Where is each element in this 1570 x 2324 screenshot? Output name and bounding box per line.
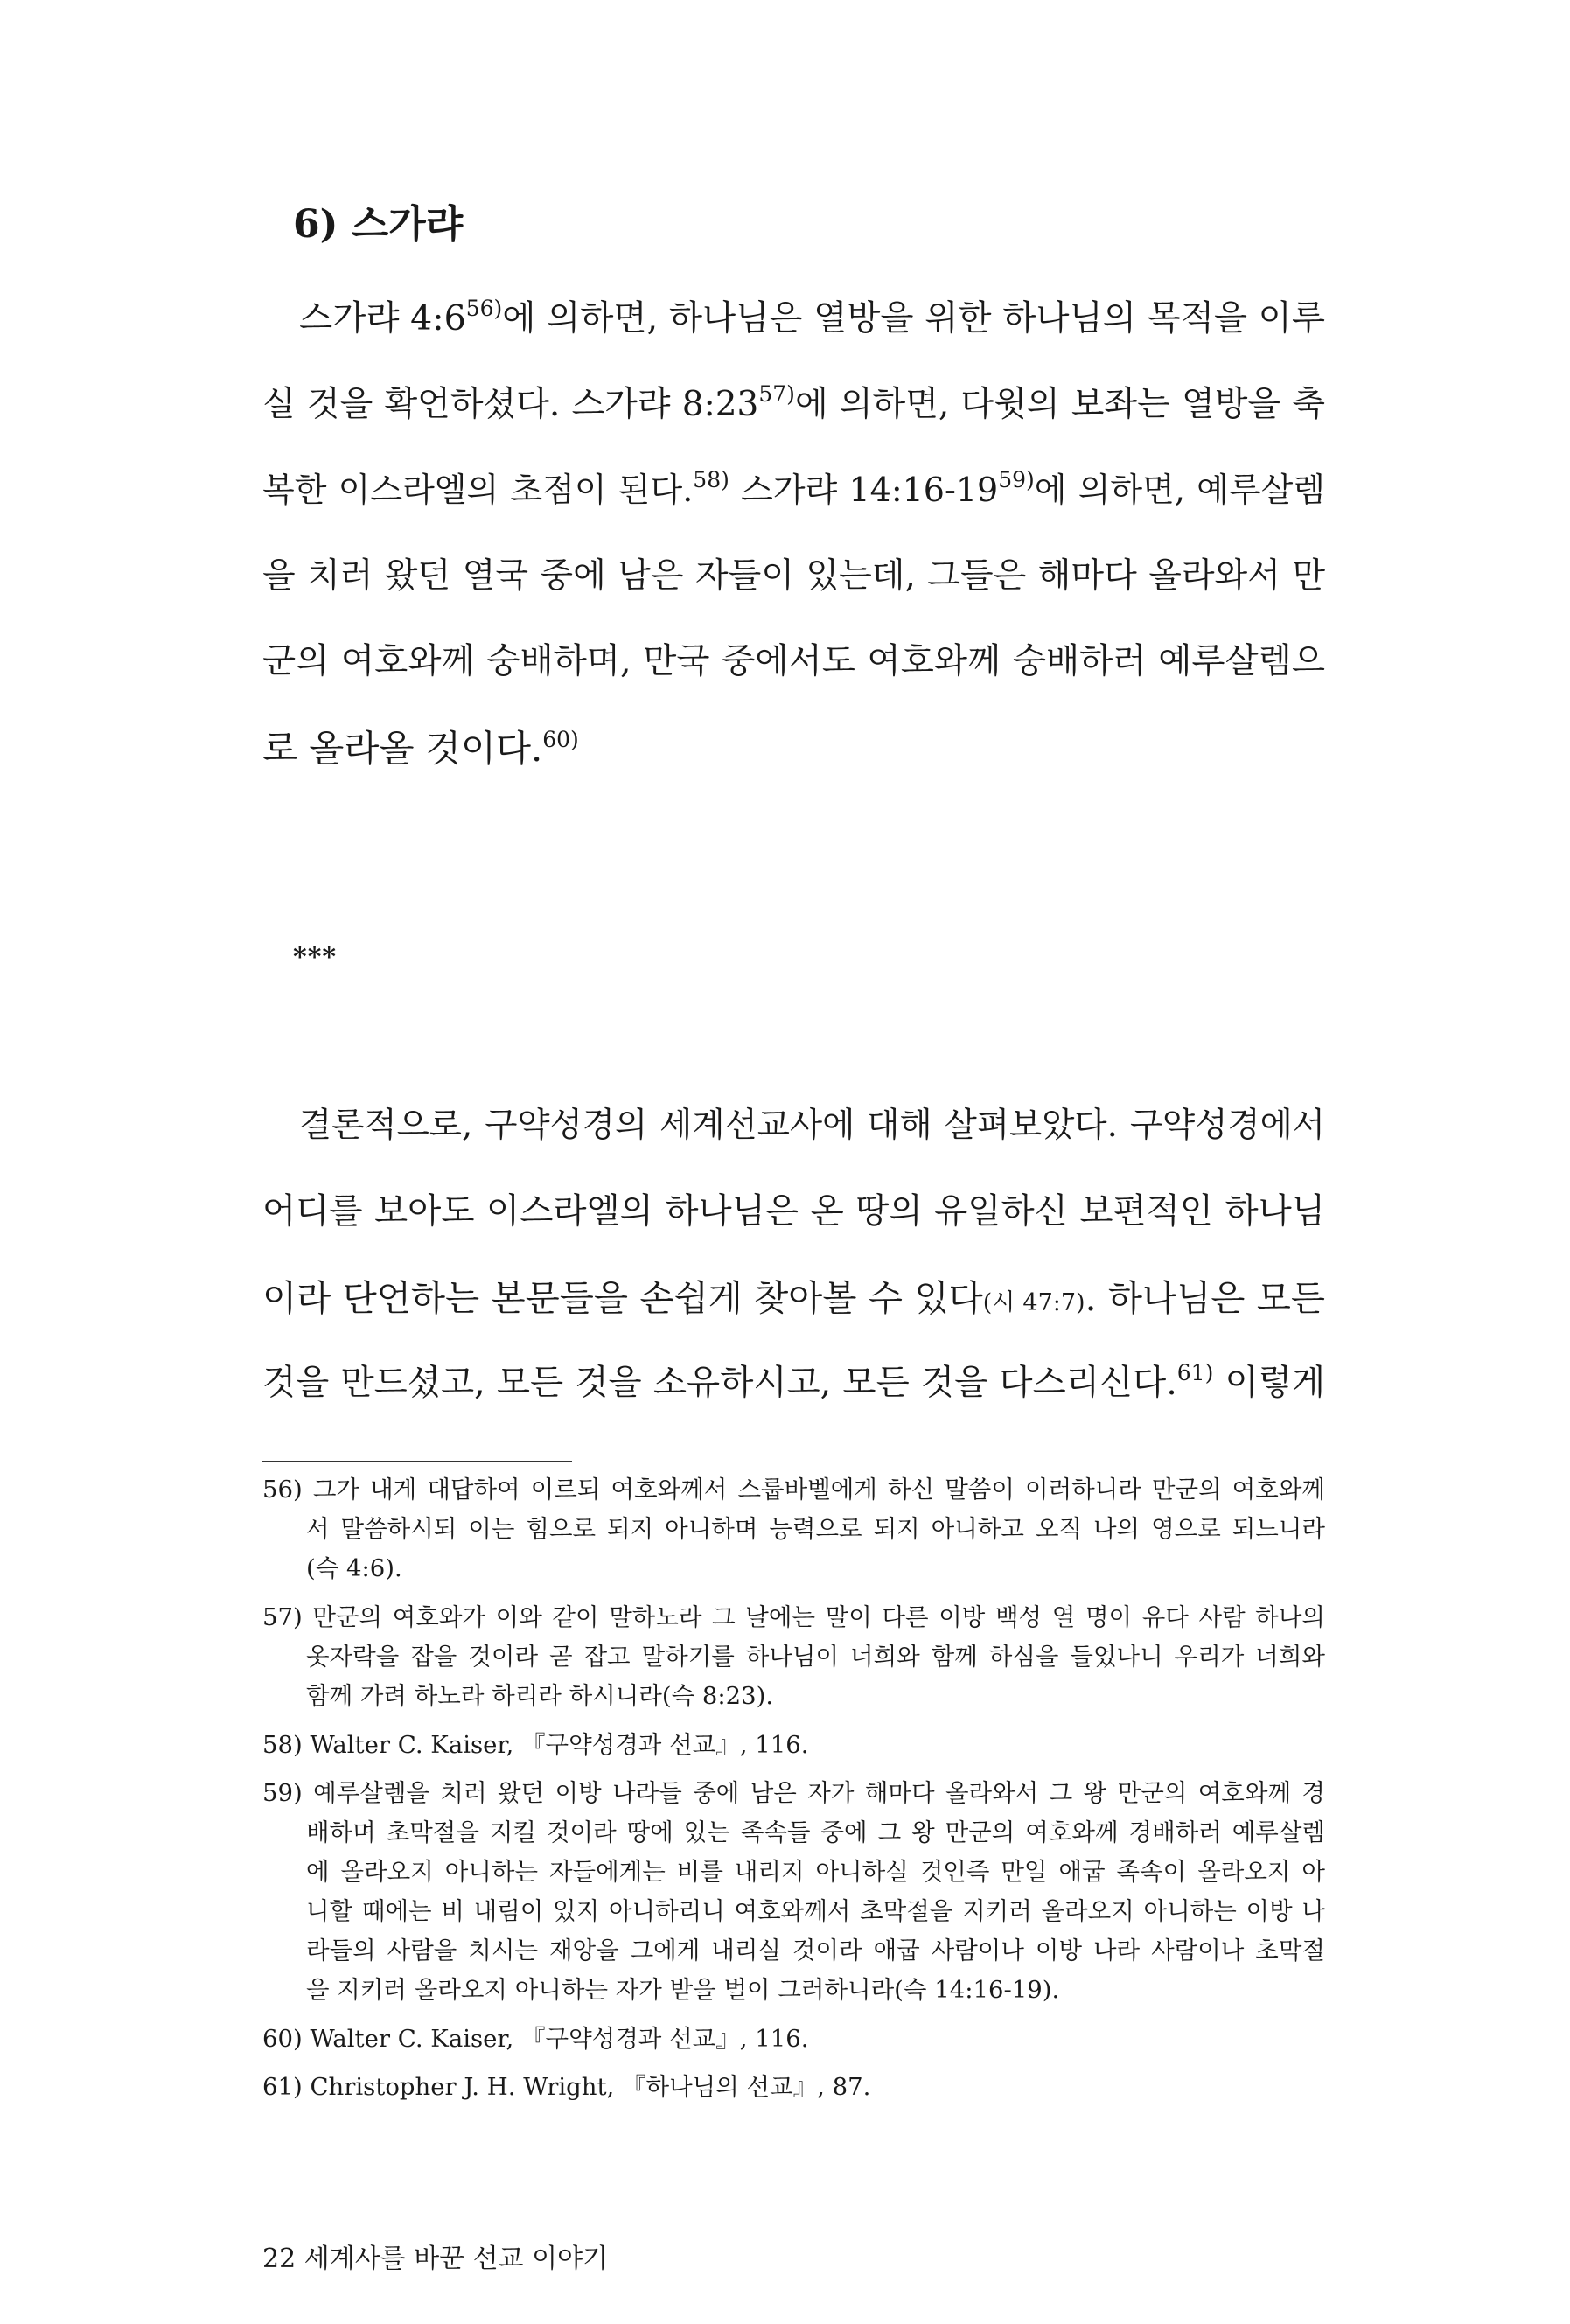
- footnote-line: 을 지키러 올라오지 아니하는 자가 받을 벌이 그러하니라(슥 14:16-19).: [306, 1976, 1060, 2004]
- footnote-line: 60) Walter C. Kaiser, 『구약성경과 선교』, 116.: [262, 2025, 809, 2053]
- body-line: 군의 여호와께 숭배하며, 만국 중에서도 여호와께 숭배하러 예루살렘으: [262, 641, 1325, 681]
- footnote-number: 56): [262, 1476, 303, 1504]
- footnote-line: 58) Walter C. Kaiser, 『구약성경과 선교』, 116.: [262, 1731, 809, 1759]
- footnote-divider: [262, 1461, 572, 1462]
- footnote-number: 57): [262, 1603, 303, 1631]
- footnote-ref: 57): [758, 381, 795, 407]
- footnote-ref: 60): [542, 727, 579, 752]
- body-line: 로 올라올 것이다.$^{60)}$: [262, 727, 579, 770]
- footnote-line: 니할 때에는 비 내림이 있지 아니하리니 여호와께서 초막절을 지키러 올라오지 아니하는 이방 나: [306, 1897, 1325, 1925]
- footnote-number: 59): [262, 1779, 303, 1807]
- footnote-line: 59) 예루살렘을 치러 왔던 이방 나라들 중에 남은 자가 해마다 올라와서 그 왕 만군의 여호와께 경: [262, 1779, 1325, 1807]
- footnote-line: 57) 만군의 여호와가 이와 같이 말하노라 그 날에는 말이 다른 이방 백성 열 명이 유다 사람 하나의: [262, 1603, 1325, 1631]
- footnote-ref: 61): [1176, 1360, 1214, 1385]
- section-heading: 6) 스가랴: [293, 202, 464, 247]
- body-line: 실 것을 확언하셨다. 스가랴 8:23$^{57)}$에 의하면, 다윗의 보좌는 열방을 축: [262, 381, 1325, 424]
- footnote-line: (슥 4:6).: [306, 1554, 402, 1582]
- footnote-line: 함께 가려 하노라 하리라 하시니라(슥 8:23).: [306, 1682, 774, 1710]
- body-line: 것을 만드셨고, 모든 것을 소유하시고, 모든 것을 다스리신다.$^{61)}$ 이렇게: [262, 1360, 1326, 1403]
- footnote-ref: 59): [998, 467, 1035, 492]
- footnote-ref: 58): [693, 467, 729, 492]
- body-line: 을 치러 왔던 열국 중에 남은 자들이 있는데, 그들은 해마다 올라와서 만: [262, 556, 1325, 596]
- footnote-line: 라들의 사람을 치시는 재앙을 그에게 내리실 것이라 애굽 사람이나 이방 나라 사람이나 초막절: [306, 1937, 1325, 1965]
- footnote-line: 61) Christopher J. H. Wright, 『하나님의 선교』, 87.: [262, 2073, 871, 2101]
- footnote-number: 61): [262, 2073, 303, 2101]
- footnote-line: 옷자락을 잡을 것이라 곧 잡고 말하기를 하나님이 너희와 함께 하심을 들었나니 우리가 너희와: [306, 1643, 1325, 1671]
- footnote-line: 서 말씀하시되 이는 힘으로 되지 아니하며 능력으로 되지 아니하고 오직 나의 영으로 되느니라: [306, 1515, 1325, 1543]
- footnote-number: 60): [262, 2025, 303, 2053]
- footnote-line: 56) 그가 내게 대답하여 이르되 여호와께서 스룹바벨에게 하신 말씀이 이러하니라 만군의 여호와께: [262, 1476, 1325, 1504]
- footnote-ref: 56): [465, 296, 503, 321]
- footnote-line: 배하며 초막절을 지킬 것이라 땅에 있는 족속들 중에 그 왕 만군의 여호와께 경배하러 예루살렘: [306, 1818, 1325, 1846]
- footnote-line: 에 올라오지 아니하는 자들에게는 비를 내리지 아니하실 것인즉 만일 애굽 족속이 올라오지 아: [306, 1858, 1325, 1886]
- section-separator: ***: [293, 942, 338, 973]
- body-line: 이라 단언하는 본문들을 손쉽게 찾아볼 수 있다(시 47:7). 하나님은 모든: [262, 1277, 1325, 1319]
- body-line: 복한 이스라엘의 초점이 된다.$^{58)}$ 스가랴 14:16-19$^{59)}$에 의하면, 예루살렘: [262, 467, 1325, 509]
- body-line: 어디를 보아도 이스라엘의 하나님은 온 땅의 유일하신 보편적인 하나님: [262, 1191, 1325, 1232]
- page-number: 22: [262, 2244, 297, 2274]
- book-title: 세계사를 바꾼 선교 이야기: [304, 2244, 609, 2274]
- body-line: 스가랴 4:6$^{56)}$에 의하면, 하나님은 열방을 위한 하나님의 목적을 이루: [299, 296, 1325, 338]
- scripture-reference: (시 47:7): [982, 1289, 1085, 1316]
- page-footer: [262, 2237, 608, 2275]
- footnote-number: 58): [262, 1731, 303, 1759]
- body-line: 결론적으로, 구약성경의 세계선교사에 대해 살펴보았다. 구약성경에서: [299, 1106, 1325, 1145]
